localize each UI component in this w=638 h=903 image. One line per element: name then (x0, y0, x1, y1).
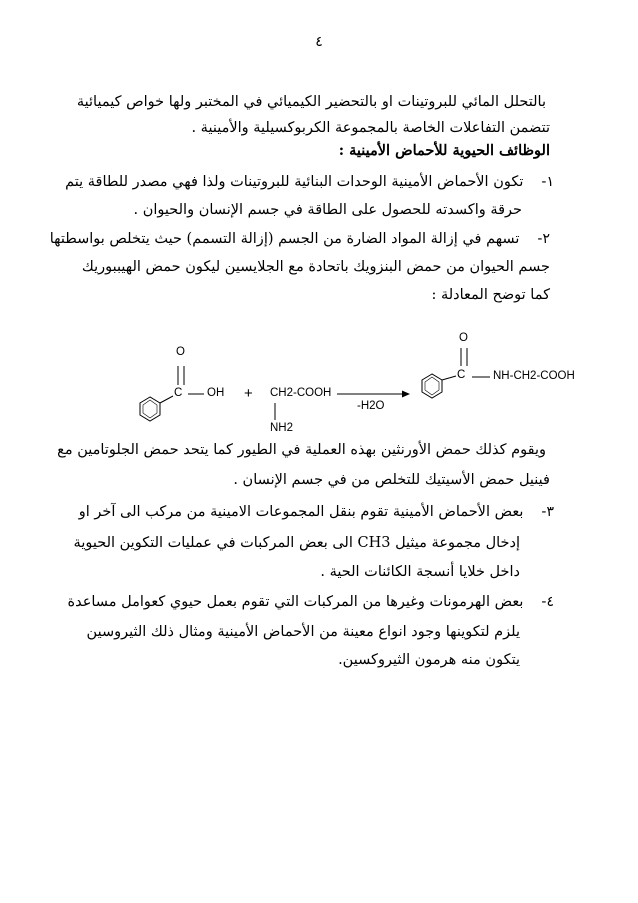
item1-text1: تكون الأحماض الأمينية الوحدات البنائية للبروتينات ولذا فهي مصدر للطاقة يتم (65, 174, 524, 190)
reactant1-carbon: C (174, 387, 183, 399)
item4-line1 (68, 592, 554, 612)
reaction-arrow-head (402, 391, 410, 398)
item2-line3: كما توضح المعادلة : (431, 287, 550, 303)
item3-number: ٣- (541, 504, 554, 520)
item2-line2: جسم الحيوان من حمض البنزويك باتحادة مع الجلايسين ليكون حمض الهيببوريك (81, 259, 550, 275)
item3-line3: داخل خلايا أنسجة الكائنات الحية . (320, 564, 520, 580)
bond-ring-carbon-2 (442, 376, 456, 380)
item4-text1: بعض الهرمونات وغيرها من المركبات التي تقوم بعمل حيوي كعوامل مساعدة (67, 594, 524, 610)
item3-text1: بعض الأحماض الأمينية تقوم بنقل المجموعات الامينية من مركب الى آخر او (78, 504, 524, 520)
item3-line1 (79, 502, 554, 522)
section-heading: الوظائف الحيوية للأحماض الأمينية : (338, 142, 550, 159)
product-chain: NH-CH2-COOH (493, 370, 575, 382)
reactant2-bottom: NH2 (270, 422, 294, 434)
item4-line3: يتكون منه هرمون الثيروكسين. (338, 652, 520, 668)
item1-line2: حرقة واكسدته للحصول على الطاقة في جسم الإنسان والحيوان . (133, 202, 522, 218)
plus-sign: + (244, 385, 253, 402)
item4-number: ٤- (541, 594, 554, 610)
item2-number: ٢- (537, 231, 550, 247)
reactant2-top: CH2-COOH (270, 387, 332, 399)
item3-line2: إدخال مجموعة ميثيل CH3 الى بعض المركبات في عمليات التكوين الحيوية (73, 535, 520, 551)
reactant1-oxygen: O (176, 346, 185, 358)
item4-line2: يلزم لتكوينها وجود انواع معينة من الأحماض الأمينية ومثال ذلك الثيروسين (86, 624, 520, 640)
benzene-inner-reactant (143, 400, 157, 418)
page-number: ٤ (315, 34, 323, 50)
paragraph1-line1: بالتحلل المائي للبروتينات او بالتحضير الكيميائي في المختبر ولها خواص كيميائية (76, 94, 546, 110)
paragraph2-line2: فينيل حمض الأسيتيك للتخلص من في جسم الإنسان . (233, 472, 550, 488)
bond-ring-carbon-1 (160, 396, 173, 403)
item2-text1: تسهم في إزالة المواد الضارة من الجسم (إزالة التسمم) حيث يتخلص بواسطتها (49, 231, 520, 247)
benzene-inner-product (425, 377, 439, 395)
product-oxygen: O (459, 332, 468, 344)
reactant1-oh: OH (207, 387, 225, 399)
byproduct-water: -H2O (357, 400, 385, 412)
paragraph1-line2: تتضمن التفاعلات الخاصة بالمجموعة الكربوكسيلية والأمينية . (191, 120, 550, 136)
item1-number: ١- (541, 174, 554, 190)
paragraph2-line1: ويقوم كذلك حمض الأورنثين بهذه العملية في الطيور كما يتحد حمض الجلوتامين مع (57, 442, 546, 458)
product-carbon: C (457, 369, 466, 381)
